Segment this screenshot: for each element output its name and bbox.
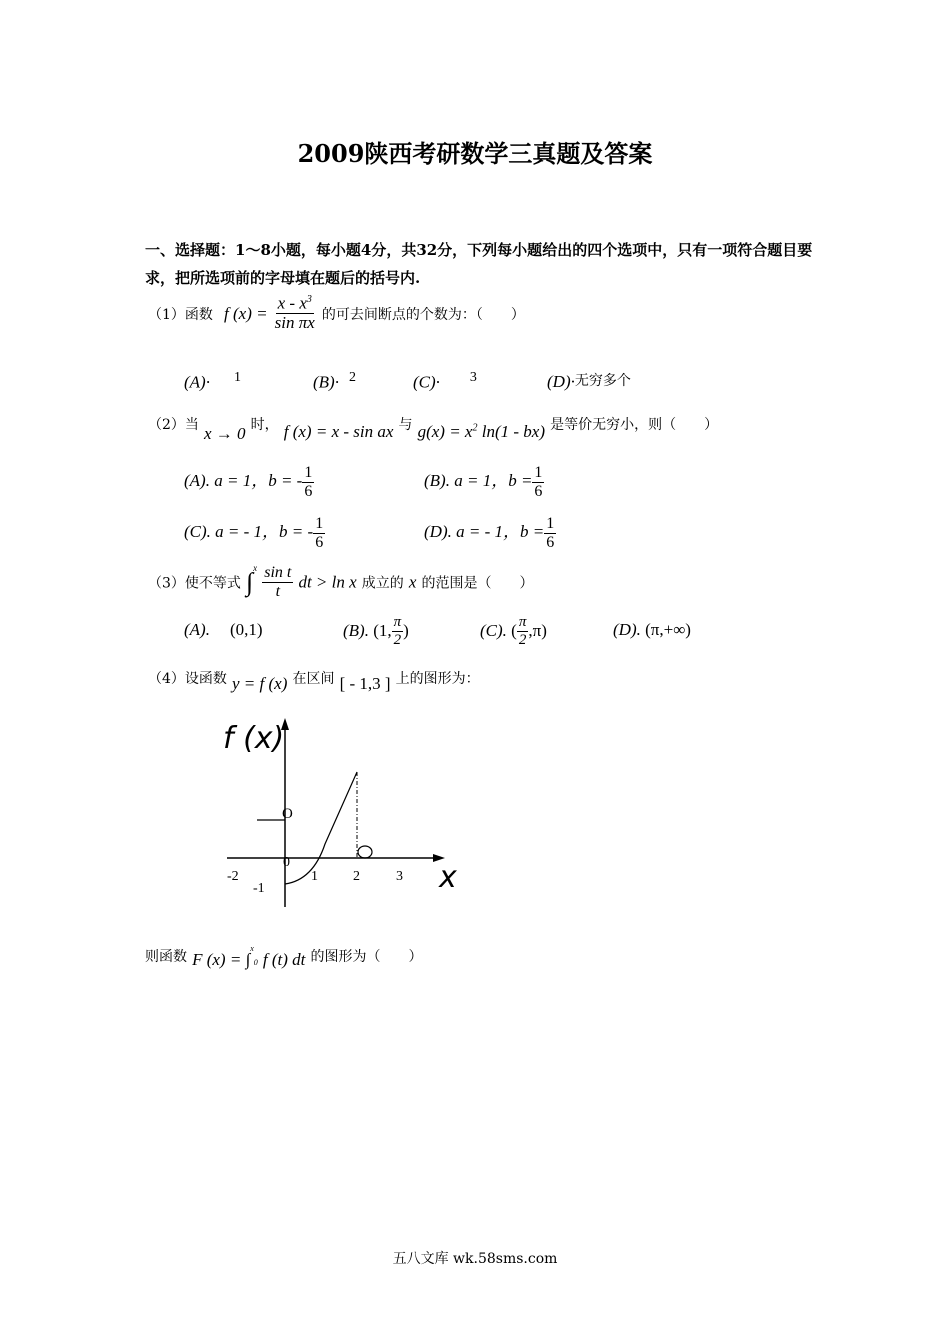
q1-d-value: 无穷多个 [574, 373, 631, 389]
q3-rest: dt > ln x [298, 572, 357, 592]
question-4-follow [145, 944, 422, 967]
q2-tail: 是等价无穷小，则（ ） [550, 417, 719, 433]
q3-x: x [408, 572, 417, 592]
q1-c-letter: (C)· [413, 372, 440, 392]
q4-function: y = f (x) [232, 674, 288, 693]
q1-a-value: 1 [233, 370, 241, 385]
q2-condition: x → 0 [204, 424, 246, 443]
q2-b-den: 6 [534, 482, 543, 500]
q2-a-num: 1 [304, 464, 313, 481]
q3-mid: 成立的 [361, 575, 404, 592]
q3-b-num: π [393, 614, 402, 630]
q2-d-expr: a = - 1，b = [456, 522, 545, 541]
q3-c-num: π [518, 614, 527, 630]
q2-a-expr: a = 1，b = - [214, 471, 303, 490]
circle-label: O [282, 806, 293, 822]
q3-c-letter: (C). [480, 621, 507, 640]
tick-x-minus2: -2 [227, 869, 239, 884]
tick-x-1: 1 [311, 869, 318, 884]
q1-option-a [184, 370, 241, 393]
curve [285, 772, 357, 884]
q1-numerator: x - x [277, 293, 307, 313]
q1-tail: 的可去间断点的个数为：（ ） [321, 307, 525, 324]
q2-c-expr: a = - 1，b = - [215, 522, 314, 541]
q3-option-a [184, 620, 263, 640]
q1-number: （1）函数 [148, 307, 213, 324]
q3-option-b [343, 614, 409, 648]
q4-interval: [ - 1,3 ] [339, 674, 391, 693]
q4b-F: F (x) = ∫ [192, 950, 251, 969]
q2-g-tail: ln(1 - bx) [477, 422, 545, 441]
graph-ylabel: f (x) [223, 721, 285, 756]
question-4 [148, 668, 480, 693]
q4-mid: 在区间 [292, 671, 335, 687]
q1-b-letter: (B)· [313, 372, 339, 392]
q3-b-den: 2 [393, 631, 402, 648]
q1-option-d [547, 370, 631, 392]
q2-option-d [424, 515, 556, 551]
q2-f: f (x) = x - sin ax [283, 422, 394, 441]
q2-c-num: 1 [315, 515, 324, 532]
q1-a-letter: (A)· [184, 372, 210, 392]
q2-number: （2）当 [148, 417, 199, 433]
q1-c-value: 3 [469, 370, 477, 385]
page-title: 2009陕西考研数学三真题及答案 [297, 139, 653, 168]
q3-denominator: t [275, 583, 281, 600]
q4-tail: 上的图形为： [395, 671, 480, 687]
tick-x-3: 3 [396, 869, 403, 884]
q2-b-letter: (B). [424, 471, 450, 490]
q1-denominator: sin πx [274, 313, 315, 333]
q3-d-letter: (D). [613, 620, 641, 639]
q1-fraction [273, 294, 317, 333]
q2-c-letter: (C). [184, 522, 211, 541]
q4b-pre: 则函数 [145, 949, 187, 965]
q4b-lower: 0 [253, 958, 258, 968]
question-3 [148, 563, 534, 601]
q2-option-c [184, 515, 325, 551]
q2-a-letter: (A). [184, 471, 210, 490]
question-1 [148, 293, 525, 333]
origin-label: 0 [283, 855, 290, 870]
q3-tail: 的范围是（ ） [421, 575, 534, 592]
q2-b-num: 1 [534, 464, 543, 481]
q1-option-b [313, 370, 356, 393]
q3-number: （3）使不等式 [148, 575, 241, 592]
q2-g: g(x) = x [417, 422, 473, 441]
q2-c-den: 6 [315, 533, 324, 551]
q2-b-expr: a = 1，b = [454, 471, 533, 490]
footer-source: 五八文库 wk.58sms.com [392, 1251, 558, 1267]
function-graph [215, 712, 475, 912]
q4b-upper: x [250, 944, 254, 953]
q2-option-a [184, 464, 314, 500]
q1-b-value: 2 [348, 370, 356, 385]
question-2 [148, 414, 719, 443]
q1-exponent: 3 [306, 294, 312, 305]
q3-numerator: sin t [264, 564, 292, 582]
q3-b-pre: (1, [373, 621, 392, 640]
q3-option-d [613, 620, 691, 640]
q2-d-letter: (D). [424, 522, 452, 541]
q2-d-num: 1 [546, 515, 555, 532]
q3-option-c [480, 614, 547, 648]
tick-x-2: 2 [353, 869, 360, 884]
q2-option-b [424, 464, 544, 500]
q2-yu: 与 [398, 417, 413, 433]
tick-y-minus1: -1 [253, 881, 265, 896]
q1-d-letter: (D)· [547, 372, 575, 391]
q2-g-exp: 2 [472, 422, 478, 434]
q1-option-c [413, 370, 477, 393]
q3-c-den: 2 [518, 631, 527, 648]
q3-d-value: (π,+∞) [645, 620, 691, 639]
q4-number: （4）设函数 [148, 671, 227, 687]
q3-a-value: (0,1) [229, 620, 263, 639]
open-circle [358, 846, 372, 858]
q3-c-pre: ( [511, 621, 517, 640]
q2-a-den: 6 [304, 482, 313, 500]
q3-c-post: ,π) [528, 621, 547, 640]
q3-upper: x [253, 563, 258, 573]
q3-b-letter: (B). [343, 621, 369, 640]
q2-d-den: 6 [546, 533, 555, 551]
q2-shi: 时， [250, 417, 279, 433]
section-heading: 一、选择题：1～8小题，每小题4分，共32分，下列每小题给出的四个选项中，只有一项符合题目要求，把所选项前的字母填在题后的括号内. [145, 241, 813, 287]
q4b-rest: f (t) dt [262, 950, 306, 969]
q4b-tail: 的图形为（ ） [310, 949, 423, 965]
q3-a-letter: (A). [184, 620, 210, 639]
q3-b-post: ) [403, 621, 409, 640]
q3-integral: ∫ [246, 567, 254, 597]
q1-function: f (x) = [224, 304, 268, 324]
graph-xlabel: x [439, 860, 457, 895]
